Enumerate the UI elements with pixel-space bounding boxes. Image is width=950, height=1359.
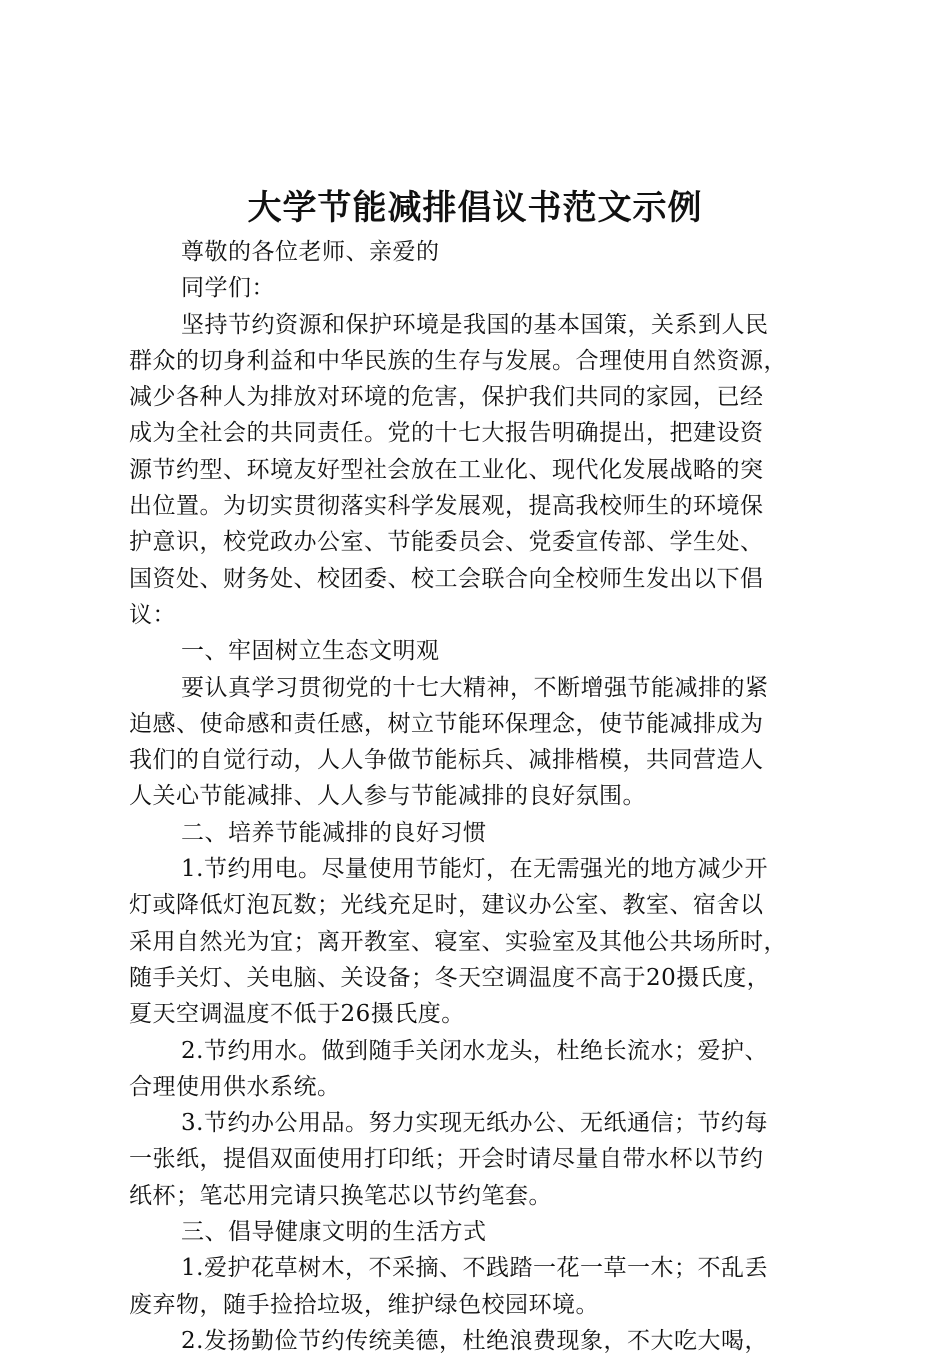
list-item-line: 合理使用供水系统。: [129, 1073, 341, 1100]
paragraph-line: 群众的切身利益和中华民族的生存与发展。合理使用自然资源，: [129, 347, 787, 374]
list-item-line: 2.发扬勤俭节约传统美德，杜绝浪费现象，不大吃大喝，: [181, 1327, 768, 1354]
document-body: [129, 234, 829, 1359]
paragraph-line: 我们的自觉行动，人人争做节能标兵、减排楷模，共同营造人: [129, 747, 764, 774]
list-item-line: 灯或降低灯泡瓦数；光线充足时，建议办公室、教室、宿舍以: [129, 892, 764, 919]
document-title: 大学节能减排倡议书范文示例: [247, 188, 703, 228]
paragraph-line: 议：: [129, 601, 176, 628]
list-item-line: 1.爱护花草树木，不采摘、不践踏一花一草一木；不乱丢: [181, 1255, 768, 1282]
paragraph-line: 成为全社会的共同责任。党的十七大报告明确提出，把建设资: [129, 420, 764, 447]
list-item-line: 采用自然光为宜；离开教室、寝室、实验室及其他公共场所时，: [129, 928, 787, 955]
paragraph-line: 迫感、使命感和责任感，树立节能环保理念，使节能减排成为: [129, 710, 764, 737]
salutation-line-2: 同学们：: [181, 275, 275, 302]
paragraph-line: 出位置。为切实贯彻落实科学发展观，提高我校师生的环境保: [129, 493, 764, 520]
paragraph-line: 坚持节约资源和保护环境是我国的基本国策，关系到人民: [181, 311, 769, 338]
list-item-line: 3.节约办公用品。努力实现无纸办公、无纸通信；节约每: [181, 1110, 768, 1137]
list-item-line: 一张纸，提倡双面使用打印纸；开会时请尽量自带水杯以节约: [129, 1146, 764, 1173]
paragraph-line: 源节约型、环境友好型社会放在工业化、现代化发展战略的突: [129, 456, 764, 483]
list-item-line: 1.节约用电。尽量使用节能灯，在无需强光的地方减少开: [181, 856, 768, 883]
paragraph-line: 要认真学习贯彻党的十七大精神，不断增强节能减排的紧: [181, 674, 769, 701]
list-item-line: 纸杯；笔芯用完请只换笔芯以节约笔套。: [129, 1182, 552, 1209]
section-heading-2: 二、培养节能减排的良好习惯: [181, 819, 487, 846]
salutation-line-1: 尊敬的各位老师、亲爱的: [181, 239, 440, 265]
paragraph-line: 护意识，校党政办公室、节能委员会、党委宣传部、学生处、: [129, 529, 764, 556]
list-item-line: 随手关灯、关电脑、关设备；冬天空调温度不高于20摄氏度，: [129, 964, 771, 991]
paragraph-line: 人关心节能减排、人人参与节能减排的良好氛围。: [129, 783, 646, 810]
list-item-line: 2.节约用水。做到随手关闭水龙头，杜绝长流水；爱护、: [181, 1037, 768, 1064]
paragraph-line: 国资处、财务处、校团委、校工会联合向全校师生发出以下倡: [129, 565, 764, 592]
list-item-line: 废弃物，随手捡拾垃圾，维护绿色校园环境。: [129, 1291, 599, 1318]
section-heading-1: 一、牢固树立生态文明观: [181, 638, 440, 665]
section-heading-3: 三、倡导健康文明的生活方式: [181, 1219, 487, 1246]
list-item-line: 夏天空调温度不低于26摄氏度。: [129, 1001, 465, 1028]
paragraph-line: 减少各种人为排放对环境的危害，保护我们共同的家园，已经: [129, 384, 764, 411]
